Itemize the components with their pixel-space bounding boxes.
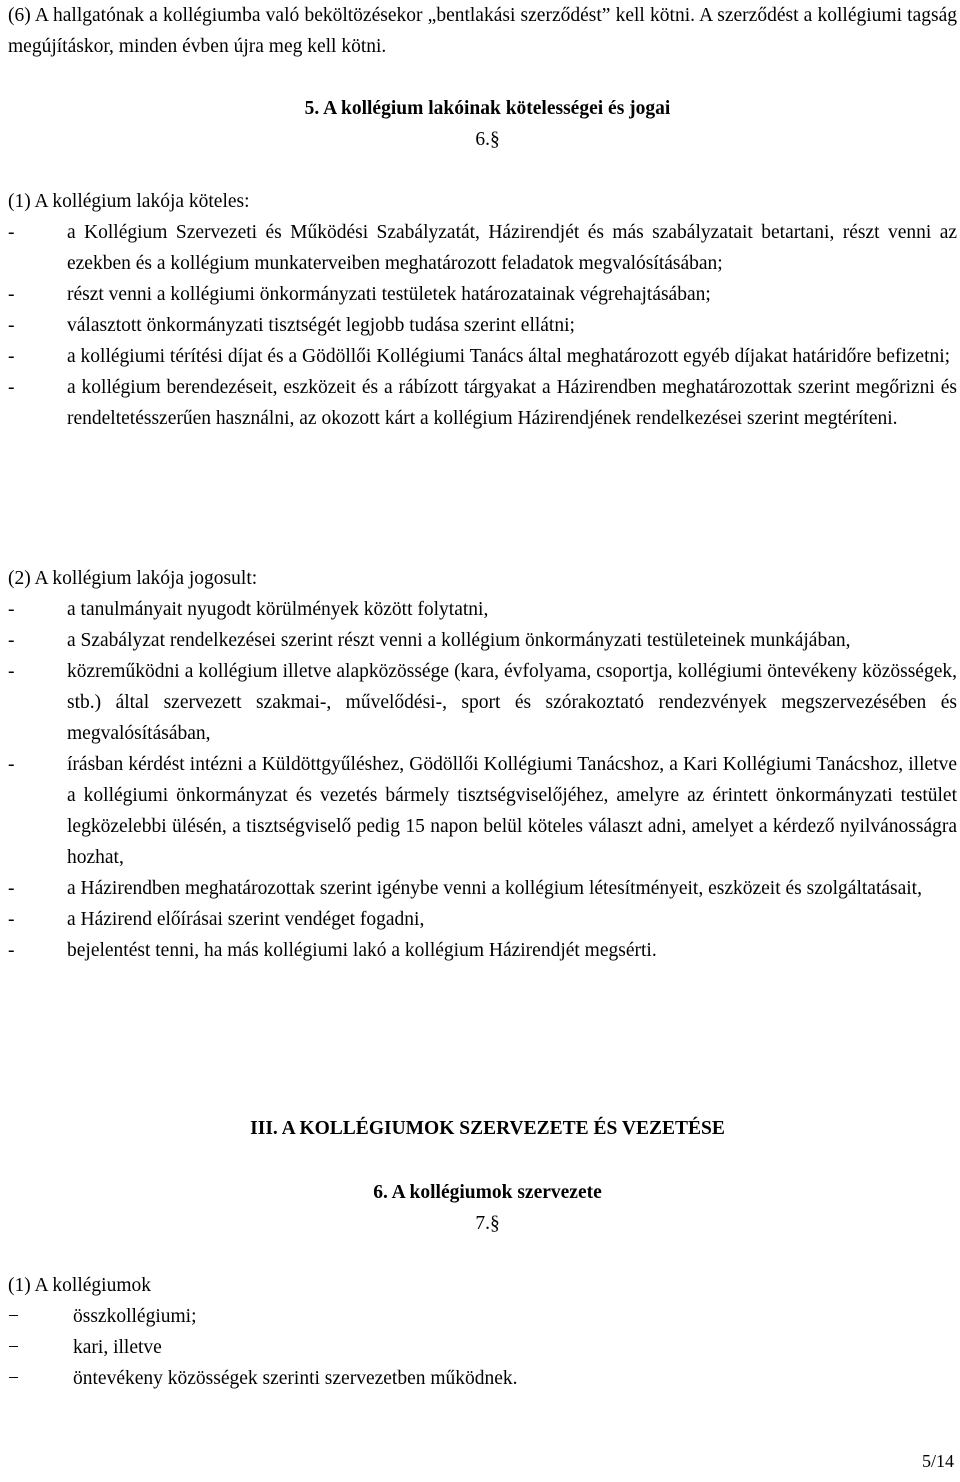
list-item	[8, 279, 957, 310]
list-marker: -	[8, 599, 15, 620]
paragraph-6-symbol: 6.§	[475, 129, 500, 150]
rights-section	[8, 563, 957, 966]
list-marker: -	[8, 284, 15, 305]
page-number: 5/14	[921, 1451, 954, 1471]
duties-section	[8, 186, 957, 434]
intro-block	[8, 0, 957, 62]
list-item	[8, 310, 957, 341]
duties-heading: (1) A kollégium lakója köteles:	[8, 191, 250, 212]
section-6-title: 6. A kollégiumok szervezete	[373, 1182, 602, 1203]
list-item-text: a Házirendben meghatározottak szerint igénybe venni a kollégium létesítményeit, eszközeit és szolgáltatásait,	[67, 878, 922, 899]
list-marker: -	[8, 315, 15, 336]
list-item-text: a Szabályzat rendelkezései szerint részt venni a kollégium önkormányzati testületeinek munkájában,	[67, 630, 851, 651]
list-item-text: részt venni a kollégiumi önkormányzati testületek határozatainak végrehajtásában;	[67, 284, 711, 305]
list-marker: -	[8, 940, 15, 961]
list-item	[8, 656, 957, 749]
list-item-text: a Házirend előírásai szerint vendéget fogadni,	[67, 909, 425, 930]
list-item	[8, 904, 957, 935]
list-marker: -	[8, 630, 15, 651]
list-item-text: a kollégiumi térítési díjat és a Gödöllői Kollégiumi Tanács által meghatározott egyéb díjakat határidőre befizetni;	[67, 346, 951, 367]
list-marker: -	[8, 222, 15, 243]
list-item-text: öntevékeny közösségek szerinti szervezetben működnek.	[73, 1368, 518, 1389]
list-marker: -	[8, 661, 15, 682]
organization-heading: (1) A kollégiumok	[8, 1275, 151, 1296]
list-marker: -	[8, 346, 15, 367]
list-item	[8, 594, 957, 625]
intro-paragraph: (6) A hallgatónak a kollégiumba való beköltözésekor „bentlakási szerződést” kell kötni. A szerződést a kollégiumi tagság megújításkor, minden évben újra meg kell kötni.	[8, 5, 957, 57]
list-item	[8, 341, 957, 372]
list-item	[8, 372, 957, 434]
list-marker: −	[8, 1306, 19, 1327]
paragraph-7-symbol: 7.§	[475, 1213, 500, 1234]
list-item-text: a tanulmányait nyugodt körülmények között folytatni,	[67, 599, 489, 620]
section-5-title: 5. A kollégium lakóinak kötelességei és jogai	[304, 98, 671, 119]
list-item-text: bejelentést tenni, ha más kollégiumi lakó a kollégium Házirendjét megsérti.	[67, 940, 657, 961]
list-item	[8, 873, 957, 904]
list-item-text: írásban kérdést intézni a Küldöttgyűléshez, Gödöllői Kollégiumi Tanácshoz, a Kari Kollégiumi Tanácshoz, illetve a kollégiumi önkormányzat és vezetés bármely tisztségviselőjéhez, amelyre az érintett önkormányzati testület legközelebbi ülésén, a tisztségviselő pedig 15 napon belül köteles választ adni, amelyet a kérdező nyilvánosságra hozhat,	[67, 754, 957, 868]
organization-section	[8, 1270, 957, 1394]
list-item	[8, 1363, 957, 1394]
list-item-text: kari, illetve	[73, 1337, 162, 1358]
list-marker: −	[8, 1368, 19, 1389]
list-item-text: a Kollégium Szervezeti és Működési Szabályzatát, Házirendjét és más szabályzatait betartani, részt venni az ezekben és a kollégium munkaterveiben meghatározott feladatok megvalósításában;	[67, 222, 957, 274]
rights-heading: (2) A kollégium lakója jogosult:	[8, 568, 258, 589]
list-item	[8, 749, 957, 873]
chapter-3-title: III. A KOLLÉGIUMOK SZERVEZETE ÉS VEZETÉSE	[250, 1118, 725, 1139]
list-item	[8, 935, 957, 966]
list-item-text: közreműködni a kollégium illetve alapközössége (kara, évfolyama, csoportja, kollégiumi öntevékeny közösségek, stb.) által szervezett szakmai-, művelődési-, sport és szórakoztató rendezvények megszervezésében és megvalósításában,	[67, 661, 957, 744]
list-marker: −	[8, 1337, 19, 1358]
list-item	[8, 1332, 957, 1363]
list-marker: -	[8, 754, 15, 775]
list-item-text: a kollégium berendezéseit, eszközeit és a rábízott tárgyakat a Házirendben meghatározottak szerint megőrizni és rendeltetésszerűen használni, az okozott kárt a kollégium Házirendjének rendelkezései szerint megtéríteni.	[67, 377, 957, 429]
list-item	[8, 1301, 957, 1332]
list-item-text: összkollégiumi;	[73, 1306, 197, 1327]
list-marker: -	[8, 377, 15, 398]
list-item	[8, 217, 957, 279]
list-item	[8, 625, 957, 656]
list-marker: -	[8, 878, 15, 899]
list-item-text: választott önkormányzati tisztségét legjobb tudása szerint ellátni;	[67, 315, 575, 336]
list-marker: -	[8, 909, 15, 930]
